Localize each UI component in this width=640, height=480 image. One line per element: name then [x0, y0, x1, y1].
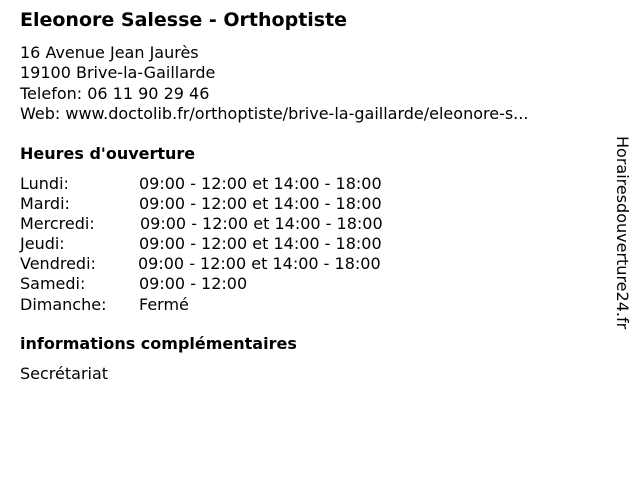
day-label: Vendredi: — [20, 254, 96, 274]
hours-row-friday — [20, 254, 440, 274]
day-label: Samedi: — [20, 274, 86, 294]
hours-row-tuesday — [20, 194, 440, 214]
hours-row-monday — [20, 174, 440, 194]
day-hours: 09:00 - 12:00 et 14:00 - 18:00 — [139, 174, 382, 193]
day-hours: 09:00 - 12:00 — [139, 274, 248, 294]
hours-row-sunday — [20, 295, 440, 315]
phone-number: Telefon: 06 11 90 29 46 — [20, 83, 210, 103]
opening-hours-heading: Heures d'ouverture — [20, 144, 196, 163]
additional-info-text: Secrétariat — [20, 364, 109, 383]
day-hours: Fermé — [139, 294, 189, 314]
address-street: 16 Avenue Jean Jaurès — [20, 43, 199, 62]
day-label: Mercredi: — [20, 214, 95, 234]
day-label: Jeudi: — [20, 234, 65, 254]
address-city: 19100 Brive-la-Gaillarde — [20, 63, 216, 83]
day-label: Dimanche: — [20, 294, 107, 314]
day-hours: 09:00 - 12:00 et 14:00 - 18:00 — [140, 214, 383, 234]
contact-block — [20, 43, 528, 124]
opening-hours-list — [20, 174, 440, 315]
hours-row-wednesday — [20, 214, 440, 234]
website-link: Web: www.doctolib.fr/orthoptiste/brive-la-gaillarde/eleonore-s... — [20, 103, 529, 123]
day-hours: 09:00 - 12:00 et 14:00 - 18:00 — [139, 194, 382, 214]
page-title: Eleonore Salesse - Orthoptiste — [20, 9, 348, 31]
day-hours: 09:00 - 12:00 et 14:00 - 18:00 — [139, 234, 382, 254]
day-label: Mardi: — [20, 194, 70, 214]
hours-row-thursday — [20, 234, 440, 254]
hours-row-saturday — [20, 274, 440, 294]
day-hours: 09:00 - 12:00 et 14:00 - 18:00 — [138, 254, 381, 274]
site-watermark: Horairesdouverture24.fr — [613, 136, 632, 330]
day-label: Lundi: — [20, 174, 69, 193]
additional-info-heading: informations complémentaires — [20, 334, 297, 353]
